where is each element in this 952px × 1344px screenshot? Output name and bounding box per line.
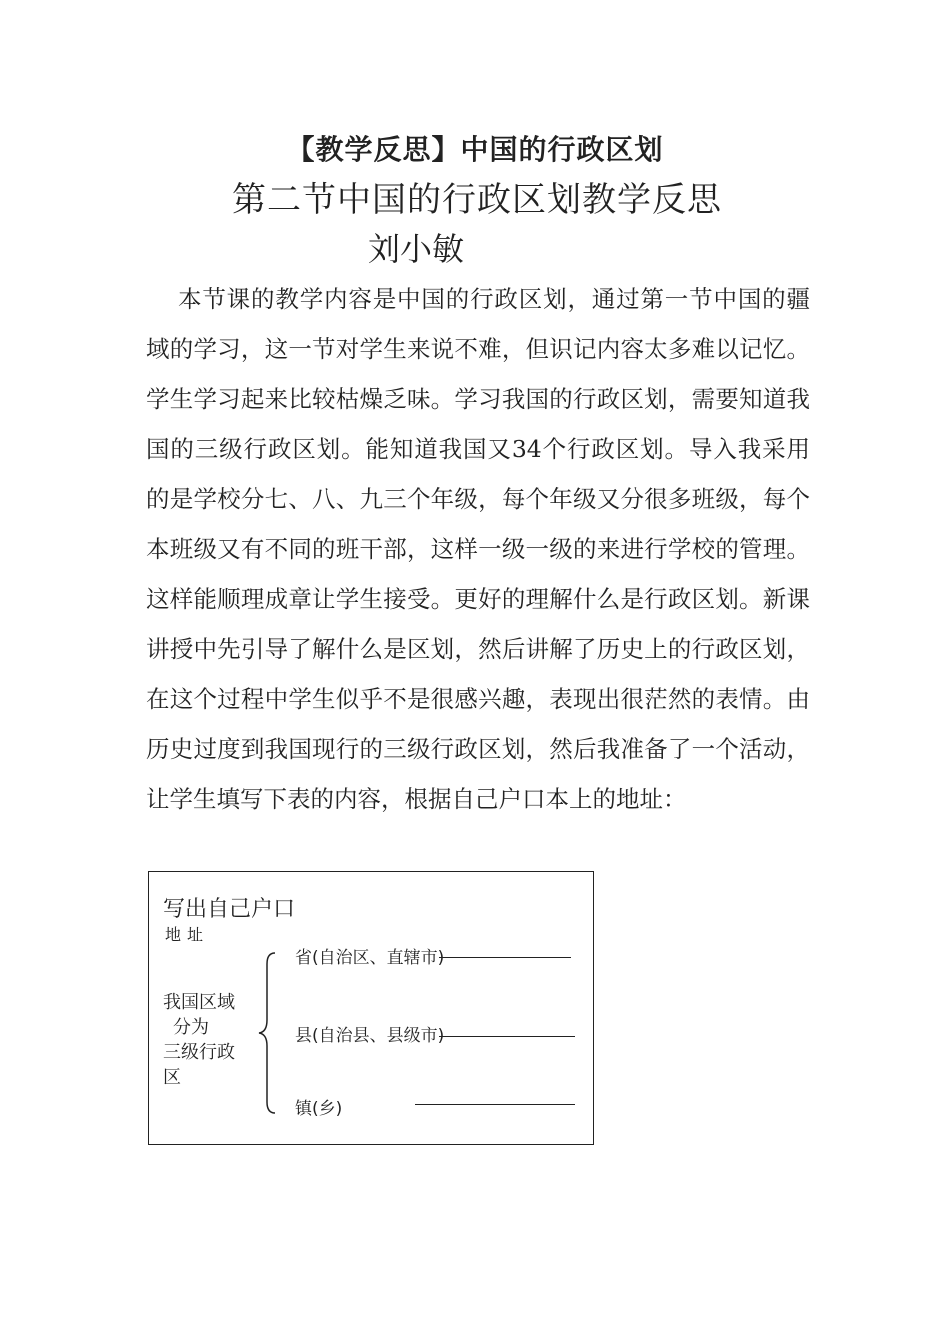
- document-subtitle: 第二节中国的行政区划教学反思: [232, 180, 722, 220]
- curly-brace-icon: [259, 950, 289, 1116]
- document-title: 【教学反思】中国的行政区划: [286, 133, 664, 166]
- province-fill-line: [439, 957, 571, 958]
- body-paragraph: 本节课的教学内容是中国的行政区划，通过第一节中国的疆域的学习，这一节对学生来说不难，但识记内容太多难以记忆。学生学习起来比较枯燥乏味。学习我国的行政区划，需要知道我国的三级行政区划。能知道我国又34个行政区划。导入我采用的是学校分七、八、九三个年级，每个年级又分很多班级，每个本班级又有不同的班干部，这样一级一级的来进行学校的管理。这样能顺理成章让学生接受。更好的理解什么是行政区划。新课讲授中先引导了解什么是区划，然后讲解了历史上的行政区划，在这个过程中学生似乎不是很感兴趣，表现出很茫然的表情。由历史过度到我国现行的三级行政区划，然后我准备了一个活动，让学生填写下表的内容，根据自己户口本上的地址：: [146, 285, 810, 813]
- three-level-label-line: 区: [163, 1067, 181, 1088]
- three-level-label-line: 三级行政: [163, 1042, 235, 1063]
- three-level-label: [163, 990, 253, 1090]
- level-province: 省(自治区、直辖市): [295, 948, 445, 968]
- level-county: 县(自治县、县级市): [295, 1026, 445, 1046]
- figure-header-clipped: 地址: [165, 925, 210, 944]
- three-level-label-line: 我国区域: [163, 992, 235, 1013]
- town-fill-line: [415, 1104, 575, 1105]
- author-name: 刘小敏: [368, 230, 465, 268]
- figure-header: 写出自己户口: [163, 897, 296, 922]
- level-town: 镇(乡): [295, 1099, 343, 1119]
- county-fill-line: [439, 1036, 575, 1037]
- three-level-label-line: 分为: [173, 1017, 209, 1038]
- address-activity-figure: [148, 871, 594, 1145]
